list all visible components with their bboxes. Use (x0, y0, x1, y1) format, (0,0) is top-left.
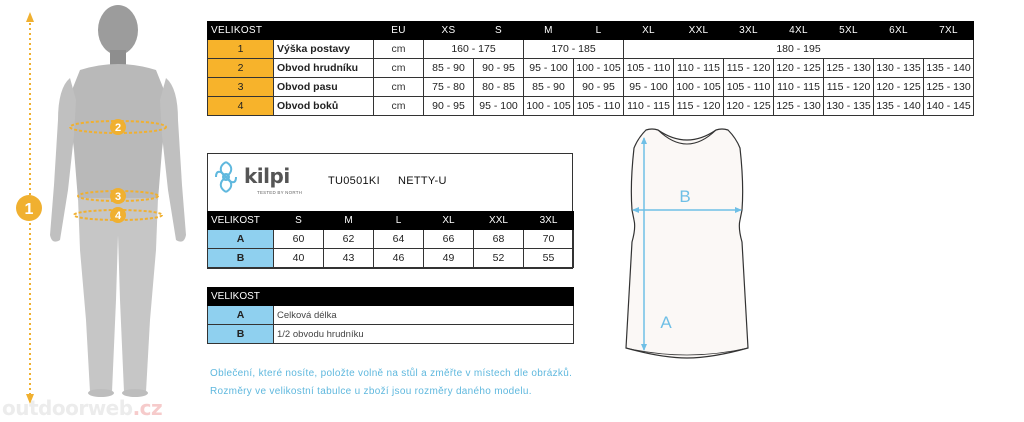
size-cell: 90 - 95 (424, 97, 474, 116)
size-row-1 (208, 40, 974, 59)
legend-table (207, 287, 574, 344)
size-row-2 (208, 59, 974, 78)
product-header-s: S (274, 212, 324, 230)
brand-tagline: TESTED BY NORTH (257, 190, 303, 195)
size-cell: 105 - 110 (624, 59, 674, 78)
row-number: 3 (208, 78, 274, 97)
header-s: S (474, 22, 524, 40)
product-cell: 68 (474, 230, 524, 249)
header-3xl: 3XL (724, 22, 774, 40)
size-cell: 110 - 115 (624, 97, 674, 116)
row-label: Obvod boků (274, 97, 374, 116)
product-cell: 46 (374, 249, 424, 268)
header-xxl: XXL (674, 22, 724, 40)
product-header-m: M (324, 212, 374, 230)
size-cell: 95 - 100 (624, 78, 674, 97)
size-cell: 100 - 105 (674, 78, 724, 97)
marker-2-label: 2 (114, 122, 122, 134)
row-number: 4 (208, 97, 274, 116)
size-cell: 135 - 140 (924, 59, 974, 78)
product-header-3xl: 3XL (524, 212, 574, 230)
size-cell: 180 - 195 (624, 40, 974, 59)
size-cell: 130 - 135 (824, 97, 874, 116)
size-cell: 75 - 80 (424, 78, 474, 97)
product-header-velikost: VELIKOST (208, 212, 274, 230)
product-key-b: B (208, 249, 274, 268)
size-cell: 120 - 125 (724, 97, 774, 116)
product-header-xl: XL (424, 212, 474, 230)
marker-1 (16, 195, 42, 221)
product-row-a (208, 230, 574, 249)
header-l: L (574, 22, 624, 40)
product-cell: 64 (374, 230, 424, 249)
size-row-3 (208, 78, 974, 97)
product-header-xxl: XXL (474, 212, 524, 230)
header-6xl: 6XL (874, 22, 924, 40)
marker-1-label: 1 (24, 201, 34, 218)
product-cell: 60 (274, 230, 324, 249)
size-cell: 115 - 120 (824, 78, 874, 97)
row-number: 2 (208, 59, 274, 78)
shirt-label-a: A (660, 313, 672, 332)
product-cell: 55 (524, 249, 574, 268)
watermark-main: outdoorweb (2, 396, 133, 420)
size-cell: 120 - 125 (874, 78, 924, 97)
size-cell: 125 - 130 (924, 78, 974, 97)
row-unit: cm (374, 78, 424, 97)
size-cell: 105 - 110 (724, 78, 774, 97)
size-cell: 160 - 175 (424, 40, 524, 59)
marker-4-label: 4 (114, 210, 122, 222)
size-cell: 110 - 115 (674, 59, 724, 78)
legend-desc-a: Celková délka (274, 306, 574, 325)
product-table-header (208, 212, 574, 230)
size-cell: 115 - 120 (674, 97, 724, 116)
shirt-label-b: B (679, 187, 691, 206)
row-label: Obvod pasu (274, 78, 374, 97)
header-velikost: VELIKOST (208, 22, 374, 40)
body-figure (0, 0, 205, 422)
header-4xl: 4XL (774, 22, 824, 40)
product-size-table (207, 211, 574, 268)
header-m: M (524, 22, 574, 40)
header-eu: EU (374, 22, 424, 40)
size-cell: 90 - 95 (474, 59, 524, 78)
size-cell: 135 - 140 (874, 97, 924, 116)
watermark-suffix: .cz (132, 396, 163, 420)
size-cell: 100 - 105 (574, 59, 624, 78)
size-cell: 115 - 120 (724, 59, 774, 78)
note-line-2: Rozměry ve velikostní tabulce u zboží jsou rozměry daného modelu. (210, 386, 532, 397)
legend-header-velikost: VELIKOST (208, 288, 574, 306)
size-cell: 125 - 130 (774, 97, 824, 116)
product-cell: 49 (424, 249, 474, 268)
marker-3 (110, 188, 126, 204)
size-cell: 85 - 90 (424, 59, 474, 78)
product-cell: 66 (424, 230, 474, 249)
size-cell: 80 - 85 (474, 78, 524, 97)
product-header-l: L (374, 212, 424, 230)
size-cell: 85 - 90 (524, 78, 574, 97)
marker-4 (110, 207, 126, 223)
product-cell: 52 (474, 249, 524, 268)
size-cell: 90 - 95 (574, 78, 624, 97)
size-cell: 105 - 110 (574, 97, 624, 116)
row-number: 1 (208, 40, 274, 59)
size-cell: 95 - 100 (474, 97, 524, 116)
product-cell: 43 (324, 249, 374, 268)
row-unit: cm (374, 97, 424, 116)
legend-desc-b: 1/2 obvodu hrudníku (274, 325, 574, 344)
product-cell: 40 (274, 249, 324, 268)
row-unit: cm (374, 40, 424, 59)
size-row-4 (208, 97, 974, 116)
brand-name: kilpi (244, 164, 290, 188)
legend-key-b: B (208, 325, 274, 344)
marker-2 (110, 119, 126, 135)
tank-top-illustration (612, 124, 762, 360)
legend-row-a (208, 306, 574, 325)
size-cell: 100 - 105 (524, 97, 574, 116)
kilpi-logo-icon (213, 160, 239, 194)
size-cell: 110 - 115 (774, 78, 824, 97)
size-cell: 140 - 145 (924, 97, 974, 116)
product-code: TU0501KI (328, 175, 380, 187)
note-line-1: Oblečení, které nosíte, položte volně na stůl a změřte v místech dle obrázků. (210, 368, 573, 379)
product-name: NETTY-U (398, 175, 447, 187)
product-row-b (208, 249, 574, 268)
size-cell: 120 - 125 (774, 59, 824, 78)
product-cell: 70 (524, 230, 574, 249)
legend-header (208, 288, 574, 306)
size-cell: 95 - 100 (524, 59, 574, 78)
row-label: Výška postavy (274, 40, 374, 59)
header-7xl: 7XL (924, 22, 974, 40)
size-table (207, 21, 974, 116)
size-cell: 125 - 130 (824, 59, 874, 78)
row-label: Obvod hrudníku (274, 59, 374, 78)
legend-key-a: A (208, 306, 274, 325)
header-xl: XL (624, 22, 674, 40)
marker-3-label: 3 (114, 191, 122, 203)
product-key-a: A (208, 230, 274, 249)
product-cell: 62 (324, 230, 374, 249)
row-unit: cm (374, 59, 424, 78)
size-table-header (208, 22, 974, 40)
legend-row-b (208, 325, 574, 344)
header-xs: XS (424, 22, 474, 40)
size-cell: 130 - 135 (874, 59, 924, 78)
header-5xl: 5XL (824, 22, 874, 40)
size-cell: 170 - 185 (524, 40, 624, 59)
watermark (2, 396, 162, 420)
